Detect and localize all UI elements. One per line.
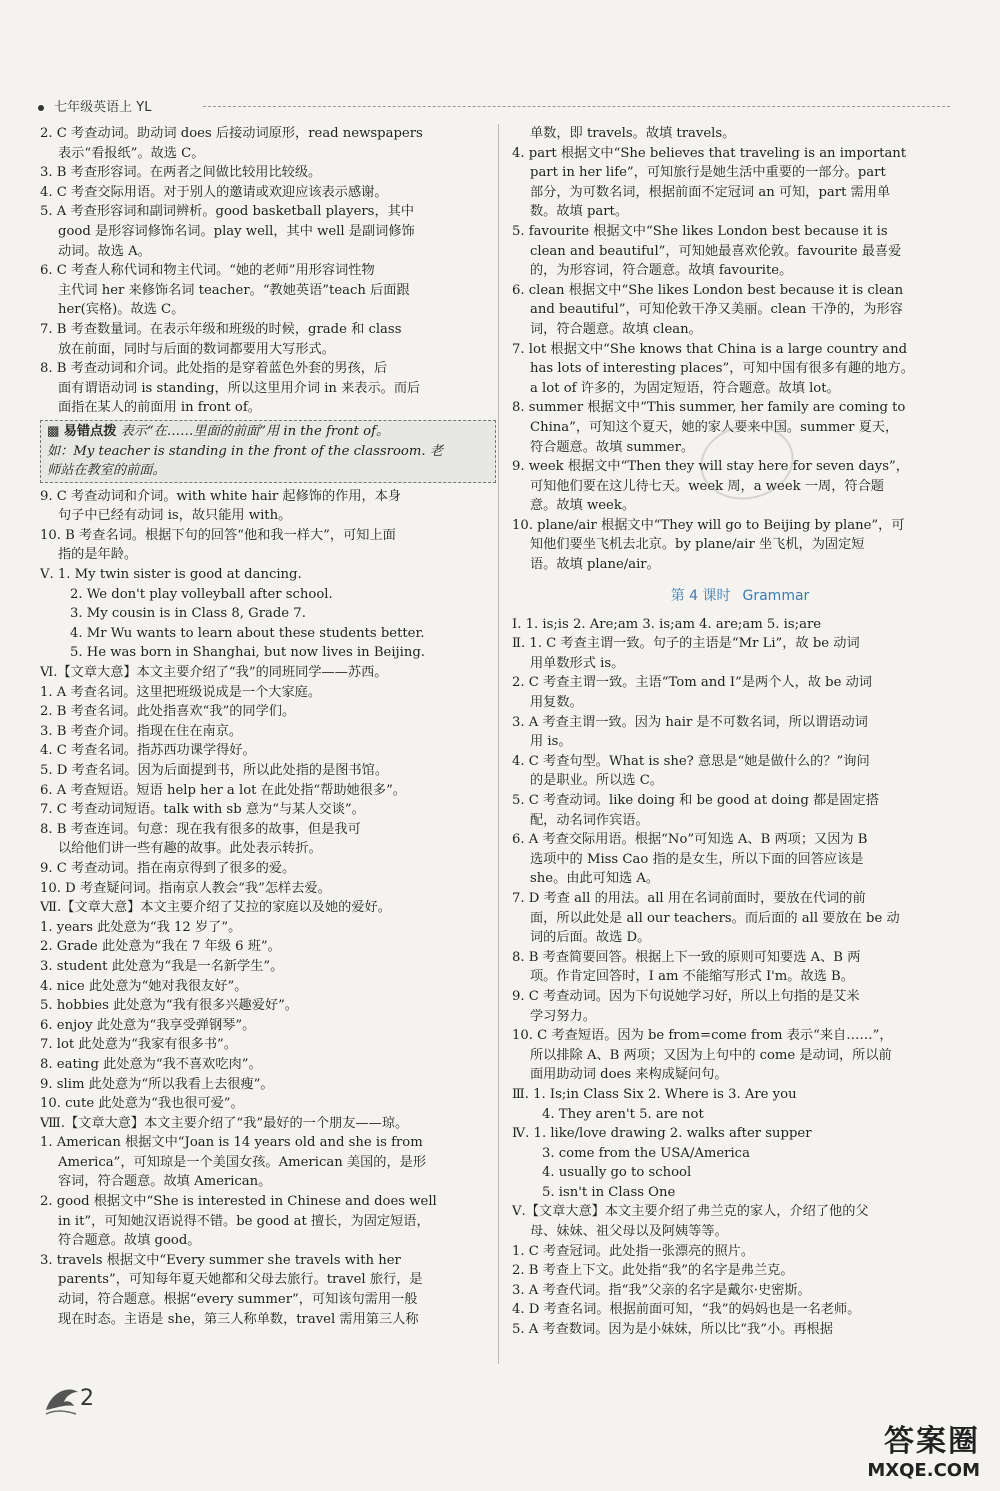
watermark xyxy=(867,1416,980,1481)
header-rule xyxy=(203,106,950,107)
answer-line: Ⅲ. 1. Is;in Class Six 2. Where is 3. Are you xyxy=(512,1086,797,1102)
answer-line: 9. slim 此处意为“所以我看上去很瘦”。 xyxy=(40,1076,274,1092)
answer-line: 4. nice 此处意为“她对我很友好”。 xyxy=(40,978,248,994)
answer-line: 4. usually go to school xyxy=(542,1165,692,1181)
answer-line: 2. good 根据文中“She is interested in Chinese and does well xyxy=(40,1194,437,1210)
error-tip-box xyxy=(40,420,496,483)
answer-line: 母、妹妹、祖父母以及阿姨等等。 xyxy=(530,1224,728,1240)
answer-line: 4. part 根据文中“She believes that traveling is an important xyxy=(512,145,907,161)
answer-line: 表示“看报纸”。故选 C。 xyxy=(58,145,205,161)
answer-line: 4. D 考查名词。根据前面可知，“我”的妈妈也是一名老师。 xyxy=(512,1302,861,1318)
answer-line: 5. A 考查形容词和副词辨析。good basketball players，其中 xyxy=(40,204,415,220)
answer-line: 5. C 考查动词。like doing 和 be good at doing 都是固定搭 xyxy=(512,793,879,808)
tip-line: 如：My teacher is standing in the front of the classroom. 老 xyxy=(47,443,443,459)
answer-line: 词，符合题意。故填 clean。 xyxy=(530,321,702,337)
right-column xyxy=(512,124,968,1340)
answer-line: 10. B 考查名词。根据下句的回答“他和我一样大”，可知上面 xyxy=(40,527,396,543)
answer-line: 的是职业。所以选 C。 xyxy=(530,773,663,789)
answer-line: 6. C 考查人称代词和物主代词。“她的老师”用形容词性物 xyxy=(40,263,375,279)
page-number: 2 xyxy=(80,1386,94,1411)
answer-line: 5. hobbies 此处意为“我有很多兴趣爱好”。 xyxy=(40,998,298,1014)
answer-line: 面有谓语动词 is standing，所以这里用介词 in 来表示。而后 xyxy=(58,380,421,396)
answer-line: 3. B 考查形容词。在两者之间做比较用比较级。 xyxy=(40,165,322,181)
answer-line: 1. A 考查名词。这里把班级说成是一个大家庭。 xyxy=(40,684,322,700)
answer-line: 用单数形式 is。 xyxy=(530,655,625,671)
answer-line: Ⅳ. 1. like/love drawing 2. walks after supper xyxy=(512,1126,812,1142)
answer-line: 7. lot 此处意为“我家有很多书”。 xyxy=(40,1037,237,1053)
answer-line: 5. D 考查名词。因为后面提到书，所以此处指的是图书馆。 xyxy=(40,763,389,778)
watermark-sub: MXQE.COM xyxy=(867,1460,980,1481)
tip-label: 易错点拨 xyxy=(63,423,117,439)
answer-line: 选项中的 Miss Cao 指的是女生，所以下面的回答应该是 xyxy=(530,851,864,867)
left-column xyxy=(40,124,496,1329)
answer-line: 3. travels 根据文中“Every summer she travels with her xyxy=(40,1252,401,1268)
answer-line: Ⅶ.【文章大意】本文主要介绍了艾拉的家庭以及她的爱好。 xyxy=(40,900,391,916)
answer-line: 8. B 考查连词。句意：现在我有很多的故事，但是我可 xyxy=(40,821,361,837)
answer-line: 意。故填 week。 xyxy=(530,498,636,514)
tip-line: 师站在教室的前面。 xyxy=(47,463,166,479)
answer-line: 4. C 考查交际用语。对于别人的邀请或欢迎应该表示感谢。 xyxy=(40,184,388,200)
answer-line: 5. favourite 根据文中“She likes London best because it is xyxy=(512,223,888,239)
answer-line: Ⅱ. 1. C 考查主谓一致。句子的主语是“Mr Li”，故 be 动词 xyxy=(512,636,860,652)
answer-line: 用 is。 xyxy=(530,734,572,750)
answer-line: 6. A 考查短语。短语 help her a lot 在此处指“帮助她很多”。 xyxy=(40,782,406,798)
answer-line: Ⅷ.【文章大意】本文主要介绍了“我”最好的一个朋友——琼。 xyxy=(40,1115,409,1131)
answer-line: 词的后面。故选 D。 xyxy=(530,930,651,946)
answer-line: 6. enjoy 此处意为“我享受弹钢琴”。 xyxy=(40,1017,256,1033)
answer-line: 面用助动词 does 来构成疑问句。 xyxy=(530,1067,728,1083)
answer-line: part in her life”，可知旅行是她生活中重要的一部分。part xyxy=(530,165,886,181)
answer-line: 2. B 考查上下文。此处指“我”的名字是弗兰克。 xyxy=(512,1263,794,1279)
answer-line: 2. C 考查主谓一致。主语“Tom and I”是两个人，故 be 动词 xyxy=(512,675,872,691)
answer-line: 8. summer 根据文中“This summer, her family are coming to xyxy=(512,400,906,416)
answer-line: 3. come from the USA/America xyxy=(542,1145,750,1161)
answer-line: 2. Grade 此处意为“我在 7 年级 6 班”。 xyxy=(40,939,281,955)
answer-line: 10. cute 此处意为“我也很可爱”。 xyxy=(40,1096,244,1112)
answer-line: 符合题意。故填 summer。 xyxy=(530,439,695,455)
answer-line: 9. C 考查动词和介词。with white hair 起修饰的作用，本身 xyxy=(40,488,402,504)
answer-line: 现在时态。主语是 she，第三人称单数，travel 需用第三人称 xyxy=(58,1311,419,1327)
page-number-area xyxy=(42,1380,102,1420)
answer-line: 知他们要坐飞机去北京。by plane/air 坐飞机，为固定短 xyxy=(530,537,865,553)
answer-line: 2. C 考查动词。助动词 does 后接动词原形，read newspapers xyxy=(40,126,423,141)
answer-line: 指的是年龄。 xyxy=(58,547,138,563)
answer-line: 3. A 考查代词。指“我”父亲的名字是戴尔·史密斯。 xyxy=(512,1282,811,1298)
answer-line: 1. C 考查冠词。此处指一张漂亮的照片。 xyxy=(512,1243,755,1259)
answer-line: 5. A 考查数词。因为是小妹妹，所以比“我”小。再根据 xyxy=(512,1322,833,1338)
answer-line: 6. clean 根据文中“She likes London best because it is clean xyxy=(512,282,904,298)
answer-line: 动词，符合题意。根据“every summer”，可知该句需用一般 xyxy=(58,1292,418,1308)
answer-line: 以给他们讲一些有趣的故事。此处表示转折。 xyxy=(58,841,322,857)
answer-line: 数。故填 part。 xyxy=(530,204,629,220)
answer-line: her(宾格)。故选 C。 xyxy=(58,302,185,318)
answer-line: 可知他们要在这儿待七天。week 周，a week 一周，符合题 xyxy=(530,478,884,494)
answer-line: 部分，为可数名词，根据前面不定冠词 an 可知，part 需用单 xyxy=(530,184,891,200)
answer-line: 2. B 考查名词。此处指喜欢“我”的同学们。 xyxy=(40,704,296,720)
answer-line: Ⅵ.【文章大意】本文主要介绍了“我”的同班同学——苏西。 xyxy=(40,665,388,681)
answer-line: a lot of 许多的，为固定短语，符合题意。故填 lot。 xyxy=(530,380,840,396)
answer-line: America”，可知琼是一个美国女孩。American 美国的，是形 xyxy=(58,1154,427,1170)
answer-line: 10. C 考查短语。因为 be from=come from 表示“来自……”， xyxy=(512,1028,893,1044)
answer-line: 配，动名词作宾语。 xyxy=(530,812,649,828)
column-divider xyxy=(498,124,499,1364)
answer-line: 4. C 考查名词。指苏西功课学得好。 xyxy=(40,743,256,759)
answer-line: in it”，可知她汉语说得不错。be good at 擅长，为固定短语， xyxy=(58,1213,430,1229)
answer-line: 3. B 考查介词。指现在住在南京。 xyxy=(40,723,243,739)
answer-line: 语。故填 plane/air。 xyxy=(530,557,660,573)
answer-line: Ⅰ. 1. is;is 2. Are;am 3. is;am 4. are;am 5. is;are xyxy=(512,616,822,632)
answer-line: 9. C 考查动词。因为下句说她学习好，所以上句指的是艾米 xyxy=(512,988,860,1004)
answer-line: 4. They aren't 5. are not xyxy=(542,1106,704,1122)
answer-line: 5. He was born in Shanghai, but now lives in Beijing. xyxy=(70,645,425,661)
answer-line: 9. week 根据文中“Then they will stay here for seven days”， xyxy=(512,459,909,475)
answer-line: 9. C 考查动词。指在南京得到了很多的爱。 xyxy=(40,860,296,876)
answer-line: parents”，可知每年夏天她都和父母去旅行。travel 旅行，是 xyxy=(58,1272,423,1288)
answer-line: 3. My cousin is in Class 8, Grade 7. xyxy=(70,606,306,622)
answer-line: 10. D 考查疑问词。指南京人教会“我”怎样去爱。 xyxy=(40,880,331,896)
answer-line: 6. A 考查交际用语。根据“No”可知选 A、B 两项；又因为 B xyxy=(512,832,868,848)
answer-line: 3. student 此处意为“我是一名新学生”。 xyxy=(40,958,284,974)
answer-line: 8. B 考查简要回答。根据上下一致的原则可知要选 A、B 两 xyxy=(512,949,861,965)
answer-line: 4. Mr Wu wants to learn about these students better. xyxy=(70,625,425,641)
answer-line: Ⅴ. 1. My twin sister is good at dancing. xyxy=(40,567,302,583)
answer-line: and beautiful”，可知伦敦干净又美丽。clean 干净的，为形容 xyxy=(530,302,903,318)
answer-line: has lots of interesting places”，可知中国有很多有趣的地方。 xyxy=(530,361,914,377)
answer-line: 用复数。 xyxy=(530,695,583,711)
watermark-main: 答案圈 xyxy=(884,1424,980,1459)
answer-line: 7. D 考查 all 的用法。all 用在名词前面时，要放在代词的前 xyxy=(512,890,866,906)
answer-line: 2. We don't play volleyball after school. xyxy=(70,586,333,602)
answer-line: clean and beautiful”，可知她最喜欢伦敦。favourite 最喜爱 xyxy=(530,243,902,259)
answer-line: China”，可知这个夏天，她的家人要来中国。summer 夏天， xyxy=(530,419,899,435)
answer-line: 1. American 根据文中“Joan is 14 years old and she is from xyxy=(40,1135,423,1151)
answer-line: 句子中已经有动词 is，故只能用 with。 xyxy=(58,508,292,524)
answer-line: 8. eating 此处意为“我不喜欢吃肉”。 xyxy=(40,1056,262,1072)
answer-line: 1. years 此处意为“我 12 岁了”。 xyxy=(40,919,242,935)
answer-line: 7. B 考查数量词。在表示年级和班级的时候，grade 和 class xyxy=(40,321,402,337)
lesson-name: Grammar xyxy=(742,587,810,604)
answer-line: 动词。故选 A。 xyxy=(58,243,151,259)
lesson-number: 第 4 课时 xyxy=(670,587,731,604)
answer-line: good 是形容词修饰名词。play well，其中 well 是副词修饰 xyxy=(58,223,415,239)
answer-line: 面，所以此处是 all our teachers。而后面的 all 要放在 be 动 xyxy=(530,910,900,926)
answer-line: 4. C 考查句型。What is she? 意思是“她是做什么的？”询问 xyxy=(512,753,870,769)
answer-line: 7. C 考查动词短语。talk with sb 意为“与某人交谈”。 xyxy=(40,802,365,818)
answer-line: 学习努力。 xyxy=(530,1008,596,1024)
answer-line: Ⅴ.【文章大意】本文主要介绍了弗兰克的家人，介绍了他的父 xyxy=(512,1204,869,1220)
tip-line: ▩ 易错点拨 表示“在……里面的前面”用 in the front of。 xyxy=(47,423,390,439)
answer-line: she。由此可知选 A。 xyxy=(530,871,660,887)
answer-line: 10. plane/air 根据文中“They will go to Beijing by plane”，可 xyxy=(512,517,905,533)
answer-line: 符合题意。故填 good。 xyxy=(58,1233,201,1249)
answer-line: 5. isn't in Class One xyxy=(542,1184,676,1200)
answer-line: 7. lot 根据文中“She knows that China is a large country and xyxy=(512,341,908,357)
dolphin-icon xyxy=(42,1380,82,1420)
answer-line: 3. A 考查主谓一致。因为 hair 是不可数名词，所以谓语动词 xyxy=(512,714,868,730)
answer-line: 所以排除 A、B 两项；又因为上句中的 come 是动词，所以前 xyxy=(530,1047,892,1063)
answer-line: 单数，即 travels。故填 travels。 xyxy=(530,126,736,141)
answer-line: 8. B 考查动词和介词。此处指的是穿着蓝色外套的男孩，后 xyxy=(40,361,388,377)
bullet-icon xyxy=(38,105,44,111)
answer-line: 的，为形容词，符合题意。故填 favourite。 xyxy=(530,263,793,279)
lesson-heading xyxy=(512,581,968,611)
answer-line: 项。作肯定回答时，I am 不能缩写形式 I'm。故选 B。 xyxy=(530,969,854,985)
header-title: 七年级英语上 YL xyxy=(54,100,152,115)
answer-line: 容词，符合题意。故填 American。 xyxy=(58,1174,272,1190)
answer-line: 面指在某人的前面用 in front of。 xyxy=(58,400,261,416)
answer-line: 主代词 her 来修饰名词 teacher。“教她英语”teach 后面跟 xyxy=(58,282,410,298)
page-header xyxy=(38,96,950,114)
tip-text: 表示“在……里面的前面”用 in the front of。 xyxy=(120,423,390,439)
answer-line: 放在前面，同时与后面的数词都要用大写形式。 xyxy=(58,341,335,357)
